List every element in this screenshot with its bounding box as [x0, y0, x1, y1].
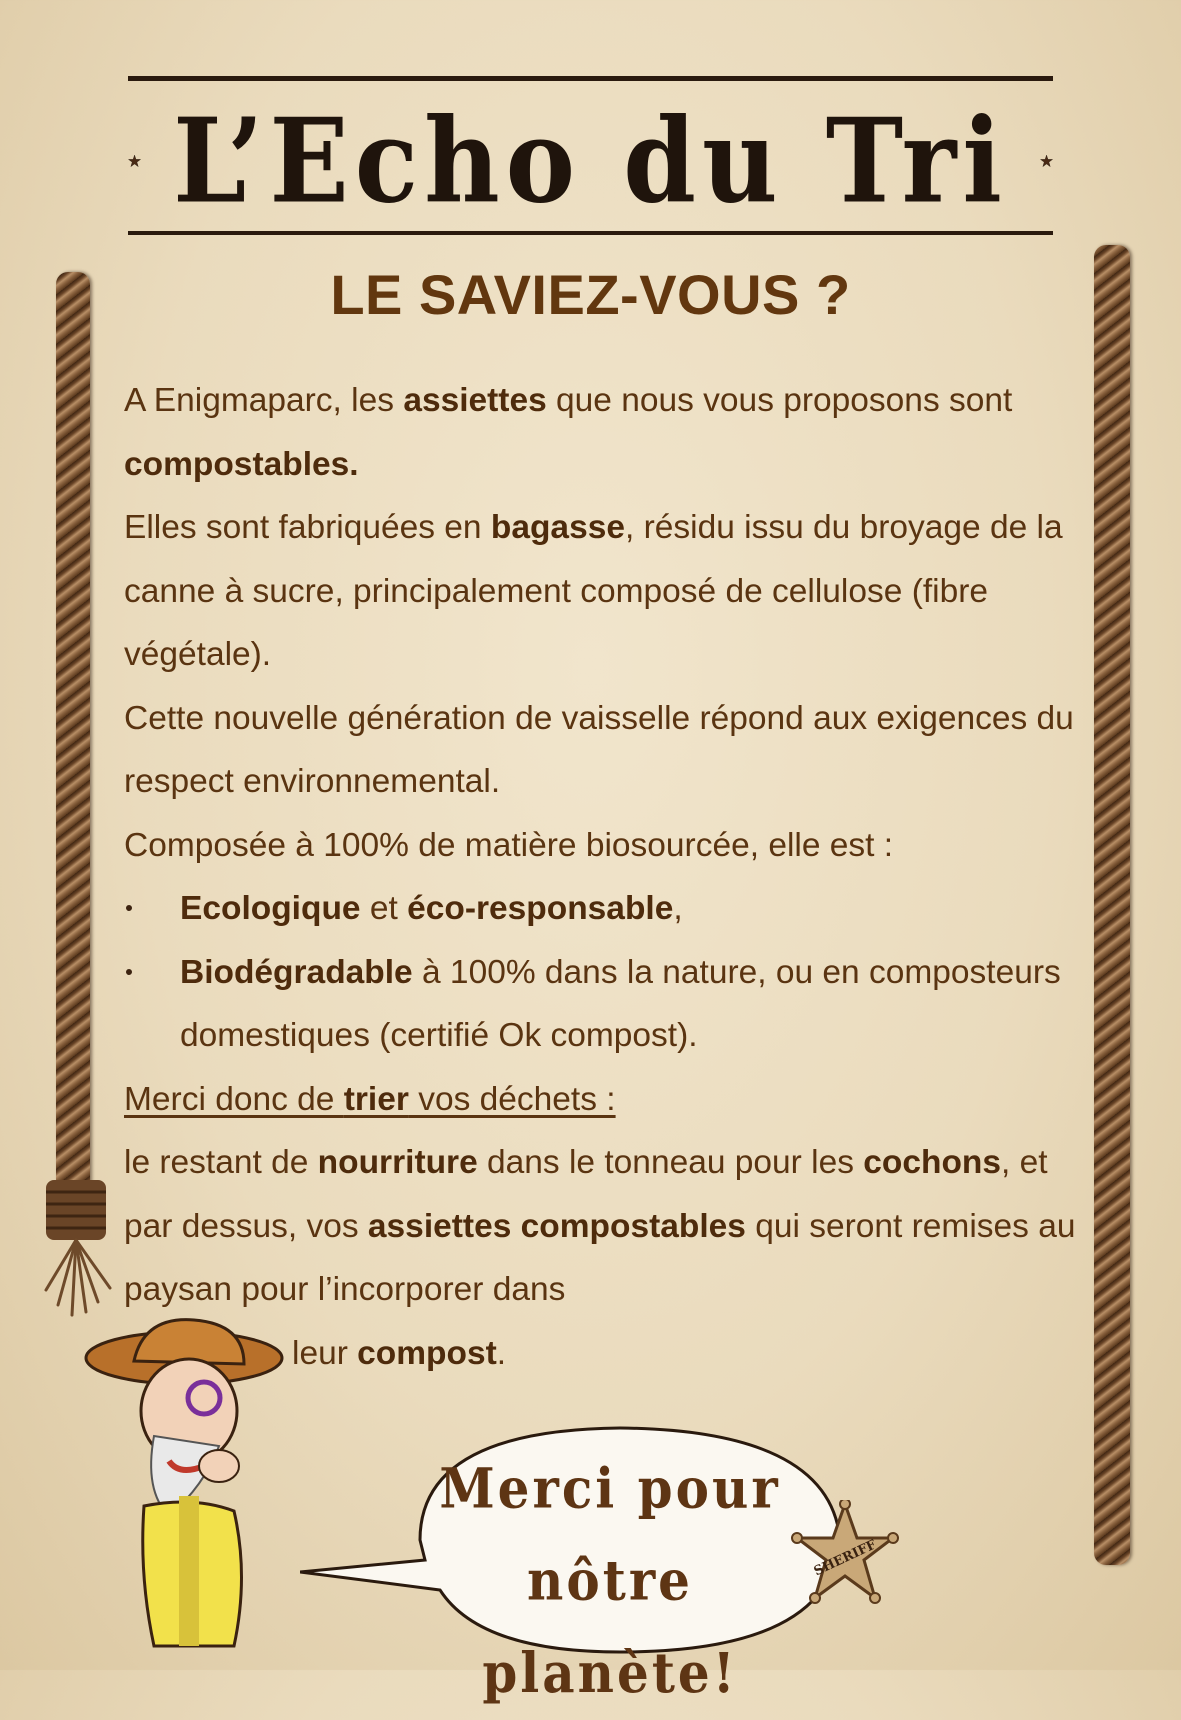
bubble-line-2: nôtre planète!	[482, 1548, 738, 1706]
text: dans le tonneau pour les	[477, 1144, 864, 1181]
bold-text: compostables.	[124, 445, 359, 483]
masthead	[128, 91, 1053, 229]
left-rope-decoration	[56, 272, 90, 1192]
list-item	[124, 941, 1084, 1068]
bold-text: cochons	[863, 1144, 1002, 1181]
bold-text: bagasse	[490, 509, 625, 546]
text: qui seront remises au paysan pour l’incorporer dans	[124, 1207, 1076, 1308]
text: et	[360, 890, 408, 927]
badge-label: SHERIFF	[811, 1537, 879, 1580]
paragraph-composition: Composée à 100% de matière biosourcée, elle est :	[124, 826, 894, 864]
text: , et par dessus, vos	[124, 1144, 1048, 1245]
text: leur	[292, 1334, 358, 1372]
text: le restant de	[124, 1144, 318, 1181]
right-rope-decoration	[1094, 245, 1130, 1565]
text: .	[496, 1334, 507, 1372]
bold-text: nourriture	[317, 1144, 478, 1181]
article-body	[124, 369, 1084, 1385]
text: A Enigmaparc, les	[124, 382, 404, 419]
text: , résidu issu du broyage de la canne à sucre, principalement composé de cellulose (fibre végétale).	[124, 509, 1063, 673]
bold-text: éco-responsable	[407, 890, 674, 927]
bold-text: trier	[343, 1080, 409, 1118]
star-right-icon	[1040, 121, 1053, 201]
bold-text: Biodégradable	[180, 953, 413, 991]
text: Merci donc de	[124, 1080, 344, 1118]
list-item	[124, 877, 1084, 941]
text: que nous vous proposons sont	[546, 382, 1013, 419]
paragraph-material	[124, 496, 1084, 687]
rope-tassel-icon	[36, 1180, 116, 1320]
text: à 100% dans la nature, ou en composteurs domestiques (certifié Ok compost).	[180, 953, 1061, 1054]
text: Elles sont fabriquées en	[124, 509, 491, 546]
paragraph-generation: Cette nouvelle génération de vaisselle répond aux exigences du respect environnemental.	[124, 699, 1074, 800]
bold-text: Ecologique	[180, 890, 361, 927]
cowboy-mascot-illustration	[84, 1316, 294, 1661]
bubble-message	[390, 1442, 830, 1719]
masthead-title: L’Echo du Tri	[173, 91, 1008, 229]
paragraph-intro	[124, 369, 1084, 496]
bubble-line-1: Merci pour	[439, 1455, 781, 1521]
paragraph-instructions	[124, 1131, 1084, 1322]
text: vos déchets :	[408, 1080, 616, 1118]
bold-text: assiettes compostables	[367, 1207, 746, 1245]
bold-text: compost	[357, 1334, 497, 1372]
sheriff-badge-icon	[790, 1500, 900, 1610]
benefits-list	[124, 877, 1084, 1068]
text: ,	[673, 890, 683, 927]
headline: LE SAVIEZ-VOUS ?	[330, 263, 851, 326]
paragraph-sort-call	[124, 1068, 1084, 1132]
header-rule-top	[128, 76, 1053, 81]
header-rule-bottom	[128, 231, 1053, 235]
bold-text: assiettes	[403, 382, 547, 419]
star-left-icon	[128, 121, 141, 201]
